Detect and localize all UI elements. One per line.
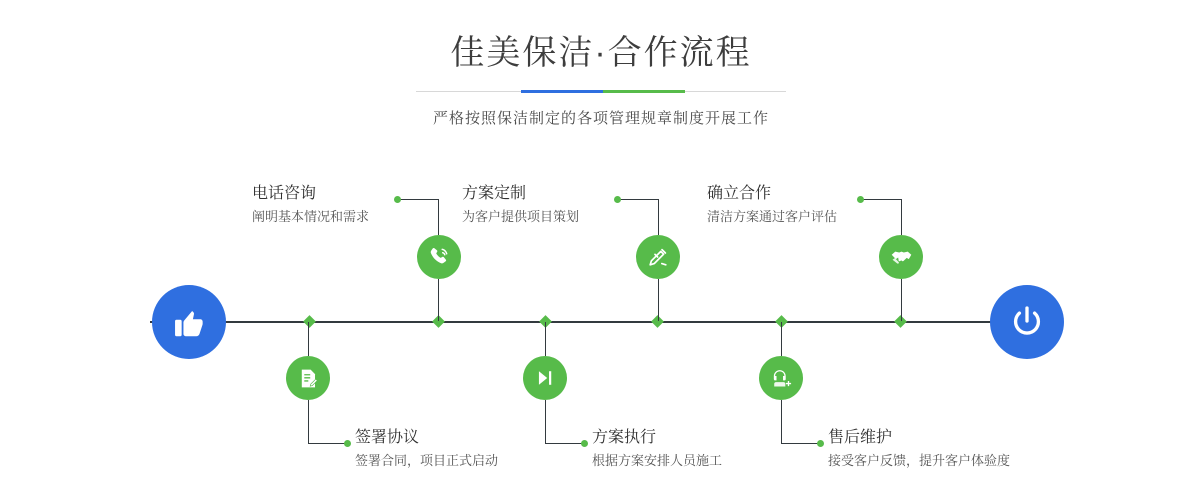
step-4-icon-circle[interactable] <box>523 356 567 400</box>
page-title: 佳美保洁·合作流程 <box>450 34 752 72</box>
step-3-stem <box>658 279 659 321</box>
step-1-label <box>252 183 394 227</box>
step-3-connector-horizontal <box>618 199 658 200</box>
step-5-connector-dot <box>857 196 864 203</box>
step-2-label <box>355 427 498 471</box>
step-6-title: 售后维护 <box>828 429 893 446</box>
step-1-stem <box>438 279 439 321</box>
page-subtitle: 严格按照保洁制定的各项管理规章制度开展工作 <box>432 110 769 127</box>
thumbs-up-icon <box>171 304 207 340</box>
step-2-title: 签署协议 <box>355 429 420 446</box>
step-1-connector-dot <box>394 196 401 203</box>
axis-marker-1 <box>303 315 316 328</box>
step-4-connector-horizontal <box>545 443 583 444</box>
step-6-connector-dot <box>817 440 824 447</box>
step-2-icon-circle[interactable] <box>286 356 330 400</box>
step-2-connector-dot <box>344 440 351 447</box>
process-timeline <box>0 150 1202 502</box>
handshake-icon <box>889 245 914 270</box>
step-5-title: 确立合作 <box>707 185 772 202</box>
step-6-label <box>828 427 1010 471</box>
step-2-connector-vertical <box>308 400 309 443</box>
step-2-desc: 签署合同，项目正式启动 <box>355 453 499 468</box>
step-3-desc: 为客户提供项目策划 <box>462 209 580 224</box>
step-1-title: 电话咨询 <box>252 185 317 202</box>
step-5-label <box>707 183 857 227</box>
page-header <box>0 30 1202 128</box>
step-5-connector-horizontal <box>861 199 901 200</box>
divider-blue-segment <box>521 90 603 93</box>
step-6-connector-vertical <box>781 400 782 443</box>
step-3-label <box>462 183 614 227</box>
step-4-title: 方案执行 <box>592 429 657 446</box>
step-3-connector-vertical <box>658 199 659 235</box>
timeline-end-node[interactable] <box>990 285 1064 359</box>
step-4-connector-dot <box>581 440 588 447</box>
phone-call-icon <box>427 245 451 269</box>
play-forward-icon <box>534 367 556 389</box>
step-6-stem <box>781 322 782 356</box>
step-5-stem <box>901 279 902 321</box>
step-6-connector-horizontal <box>781 443 819 444</box>
step-4-connector-vertical <box>545 400 546 443</box>
document-edit-icon <box>297 367 320 390</box>
step-5-icon-circle[interactable] <box>879 235 923 279</box>
step-3-title: 方案定制 <box>462 185 527 202</box>
step-4-stem <box>545 322 546 356</box>
step-3-connector-dot <box>614 196 621 203</box>
step-1-connector-vertical <box>438 199 439 235</box>
step-1-icon-circle[interactable] <box>417 235 461 279</box>
power-icon <box>1008 303 1046 341</box>
step-6-desc: 接受客户反馈，提升客户体验度 <box>828 453 1011 468</box>
step-2-stem <box>308 322 309 356</box>
step-3-icon-circle[interactable] <box>636 235 680 279</box>
divider-green-segment <box>603 90 685 93</box>
step-1-connector-horizontal <box>398 199 438 200</box>
step-4-label <box>592 427 722 471</box>
step-4-desc: 根据方案安排人员施工 <box>592 453 723 468</box>
timeline-axis <box>150 321 1052 323</box>
timeline-start-node[interactable] <box>152 285 226 359</box>
step-5-connector-vertical <box>901 199 902 235</box>
step-2-connector-horizontal <box>308 443 346 444</box>
pen-ruler-icon <box>646 245 670 269</box>
step-5-desc: 清洁方案通过客户评估 <box>707 209 838 224</box>
step-6-icon-circle[interactable] <box>759 356 803 400</box>
headset-support-icon <box>770 367 793 390</box>
step-1-desc: 阐明基本情况和需求 <box>252 209 370 224</box>
title-divider <box>416 90 786 93</box>
